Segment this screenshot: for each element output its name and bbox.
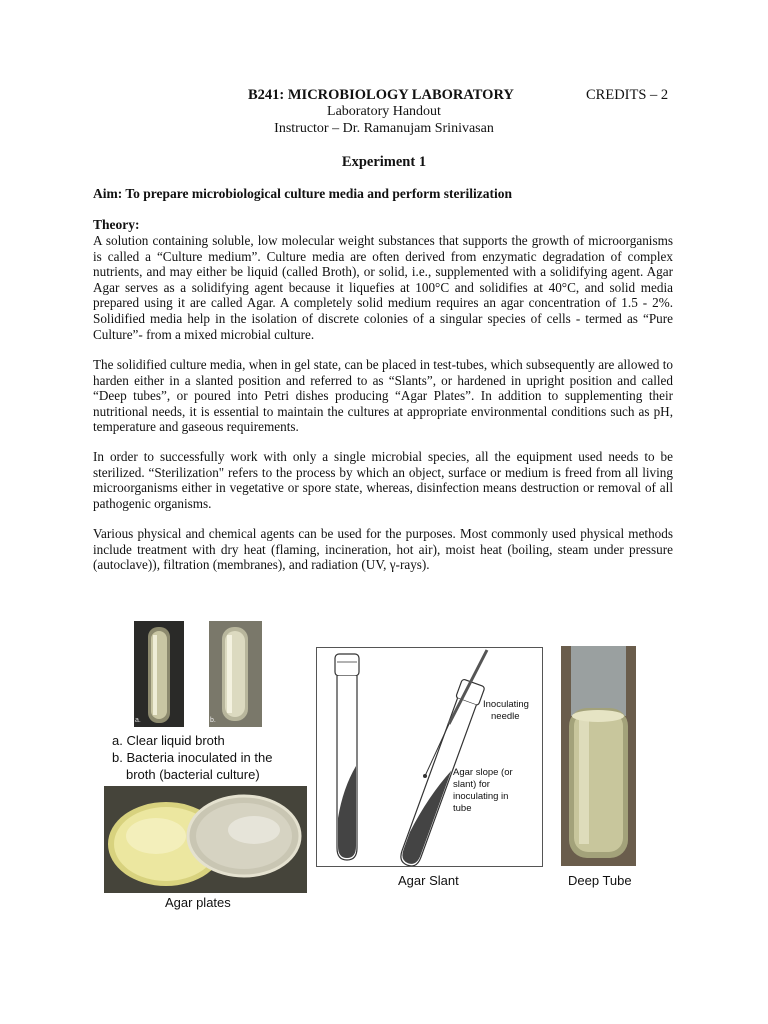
deep-tube-caption: Deep Tube [568,873,632,888]
handout-subtitle: Laboratory Handout [327,104,441,119]
broth-tube-photo-a [134,621,184,727]
broth-tube-photo-b [209,621,262,727]
agar-plates-photo [104,786,307,893]
theory-paragraph-2: The solidified culture media, when in gel state, can be placed in test-tubes, which subsequently are allowed to harden either in a slanted position and referred to as “Slants”, or hardened in upright position and called “Deep tubes”, or poured into Petri dishes producing “Agar Plates”. In addition to supplementing their nutritional needs, it is essential to maintain the cultures at appropriate environmental conditions such as pH, temperature and gaseous requirements. [93,357,673,435]
aim-heading: Aim: To prepare microbiological culture media and perform sterilization [93,186,512,201]
theory-paragraph-1: A solution containing soluble, low molecular weight substances that supports the growth of microorganisms is called a “Culture medium”. Culture media are often derived from enzymatic degradation of complex nutrients, and may either be liquid (called Broth), or solid, i.e., supplemented with a solidifying agent. Agar Agar serves as a solidifying agent because it liquefies at 100°C and solidifies at 40°C, and solid media prepared using it are called Agar. A completely solid medium requires an agar concentration of 1.5 - 2%. Solidified media help in the isolation of discrete colonies of a singular species of cells - termed as “Pure Culture”- from a mixed microbial culture. [93,233,673,342]
slope-label-2: slant) for [453,779,490,790]
credits-label: CREDITS – 2 [586,87,669,103]
slope-label-1: Agar slope (or [453,767,513,778]
agar-plates-caption: Agar plates [165,895,231,910]
broth-caption-b2: broth (bacterial culture) [126,767,260,782]
agar-slant-caption: Agar Slant [398,873,459,888]
theory-paragraph-4: Various physical and chemical agents can be used for the purposes. Most commonly used physical methods include treatment with dry heat (flaming, incineration, hot air), moist heat (boiling, steam under pressure (autoclave)), filtration (membranes), and radiation (UV, γ-rays). [93,526,673,573]
broth-caption-a: a. Clear liquid broth [112,733,225,748]
deep-tube-photo [561,646,636,866]
needle-label-2: needle [491,711,520,722]
needle-label-1: Inoculating [483,699,529,710]
agar-slant-diagram [316,647,543,867]
course-title: B241: MICROBIOLOGY LABORATORY [248,87,514,103]
slope-label-4: tube [453,803,472,814]
instructor-line: Instructor – Dr. Ramanujam Srinivasan [274,121,494,136]
experiment-title: Experiment 1 [341,154,427,170]
theory-paragraph-3: In order to successfully work with only a single microbial species, all the equipment used needs to be sterilized. “Sterilization" refers to the process by which an object, surface or medium is freed from all living microorganisms either in vegetative or spore state, whereas, disinfection means destruction or removal of all pathogenic organisms. [93,449,673,511]
slope-label-3: inoculating in [453,791,509,802]
broth-caption-b1: b. Bacteria inoculated in the [112,750,273,765]
broth-label-a: a. [135,717,141,724]
broth-label-b: b. [210,717,216,724]
theory-heading: Theory: [93,217,140,232]
